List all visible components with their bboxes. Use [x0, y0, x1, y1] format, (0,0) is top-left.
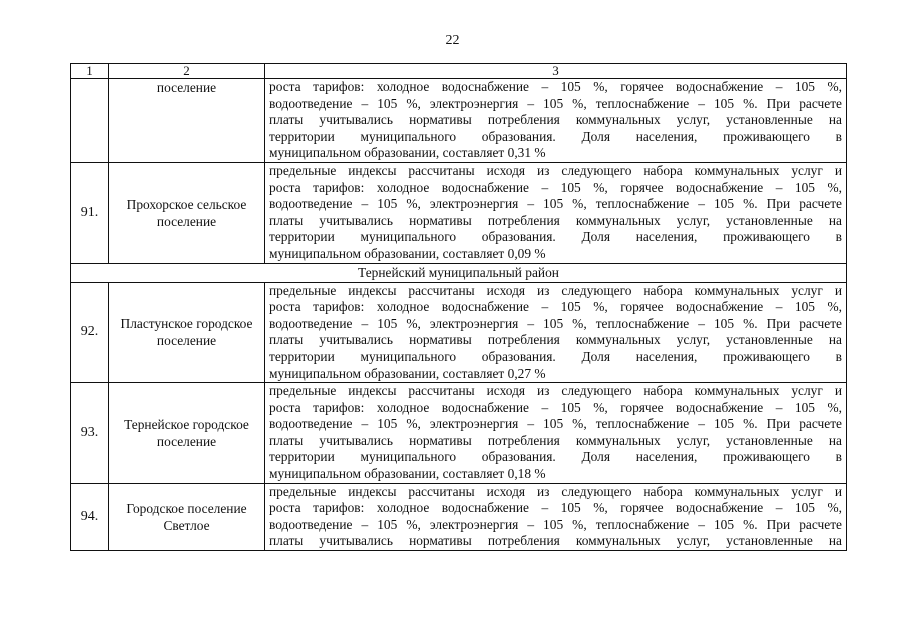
description-line: муниципальном образовании, составляет 0,18 % [269, 466, 546, 482]
row-description [265, 79, 847, 163]
description-line: водоотведение – 105 %, электроэнергия – 105 %, теплоснабжение – 105 %. При расчете [269, 196, 842, 212]
table-row [71, 79, 847, 163]
description-line: предельные индексы рассчитаны исходя из следующего набора коммунальных услуг и [269, 483, 842, 499]
tariff-table [70, 63, 847, 551]
column-header: 1 [71, 64, 109, 79]
row-description [265, 282, 847, 383]
description-line: роста тарифов: холодное водоснабжение – 105 %, горячее водоснабжение – 105 %, [269, 500, 842, 516]
description-line: роста тарифов: холодное водоснабжение – 105 %, горячее водоснабжение – 105 %, [269, 79, 842, 94]
table-row [71, 483, 847, 550]
description-line: платы учитывались нормативы потребления коммунальных услуг, установленные на [269, 112, 842, 128]
municipality-name: Городское поселение Светлое [109, 483, 265, 550]
description-line: водоотведение – 105 %, электроэнергия – 105 %, теплоснабжение – 105 %. При расчете [269, 315, 842, 331]
page-number: 22 [445, 33, 460, 48]
municipality-name: поселение [109, 79, 265, 163]
description-line: территории муниципального образования. Доля населения, проживающего в [269, 449, 842, 465]
description-line: платы учитывались нормативы потребления коммунальных услуг, установленные на [269, 212, 842, 228]
description-line: территории муниципального образования. Доля населения, проживающего в [269, 229, 842, 245]
column-header: 2 [109, 64, 265, 79]
table-header-row [71, 64, 847, 79]
description-line: роста тарифов: холодное водоснабжение – 105 %, горячее водоснабжение – 105 %, [269, 179, 842, 195]
description-line: муниципальном образовании, составляет 0,09 % [269, 245, 546, 261]
description-line: роста тарифов: холодное водоснабжение – 105 %, горячее водоснабжение – 105 %, [269, 299, 842, 315]
row-description [265, 162, 847, 263]
table-row [71, 282, 847, 383]
row-description [265, 383, 847, 484]
row-number: 94. [71, 483, 109, 550]
district-heading: Тернейский муниципальный район [71, 263, 847, 282]
description-line: водоотведение – 105 %, электроэнергия – 105 %, теплоснабжение – 105 %. При расчете [269, 416, 842, 432]
description-line: предельные индексы рассчитаны исходя из следующего набора коммунальных услуг и [269, 162, 842, 178]
description-line: платы учитывались нормативы потребления коммунальных услуг, установленные на [269, 332, 842, 348]
table-row [71, 383, 847, 484]
description-line: муниципальном образовании, составляет 0,27 % [269, 365, 546, 381]
district-row [71, 263, 847, 282]
table-row [71, 162, 847, 263]
description-line: муниципальном образовании, составляет 0,31 % [269, 145, 546, 161]
description-line: предельные индексы рассчитаны исходя из следующего набора коммунальных услуг и [269, 383, 842, 399]
municipality-name: Пластунское городское поселение [109, 282, 265, 383]
row-number: 93. [71, 383, 109, 484]
description-line: предельные индексы рассчитаны исходя из следующего набора коммунальных услуг и [269, 282, 842, 298]
description-line: водоотведение – 105 %, электроэнергия – 105 %, теплоснабжение – 105 %. При расчете [269, 516, 842, 532]
municipality-name: Прохорское сельское поселение [109, 162, 265, 263]
row-number: 91. [71, 162, 109, 263]
municipality-name: Тернейское городское поселение [109, 383, 265, 484]
description-line: территории муниципального образования. Доля населения, проживающего в [269, 348, 842, 364]
description-line: платы учитывались нормативы потребления коммунальных услуг, установленные на [269, 533, 842, 549]
row-number: 92. [71, 282, 109, 383]
description-line: водоотведение – 105 %, электроэнергия – 105 %, теплоснабжение – 105 %. При расчете [269, 95, 842, 111]
row-number [71, 79, 109, 163]
description-line: роста тарифов: холодное водоснабжение – 105 %, горячее водоснабжение – 105 %, [269, 399, 842, 415]
column-header: 3 [265, 64, 847, 79]
description-line: территории муниципального образования. Доля населения, проживающего в [269, 128, 842, 144]
description-line: платы учитывались нормативы потребления коммунальных услуг, установленные на [269, 432, 842, 448]
row-description [265, 483, 847, 550]
